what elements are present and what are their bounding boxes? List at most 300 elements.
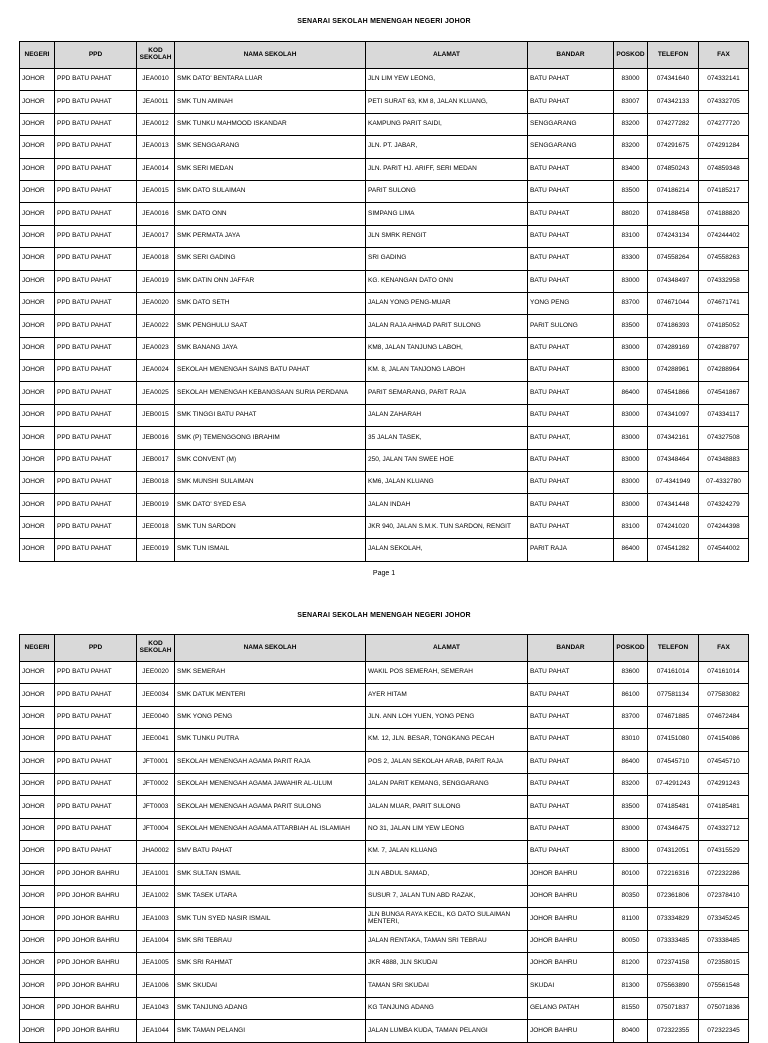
cell-telefon: 074671044 <box>648 292 699 314</box>
column-header-kod-sekolah: KOD SEKOLAH <box>137 42 175 69</box>
table-row <box>20 818 749 840</box>
cell-kod-sekolah: JEA0020 <box>137 292 175 314</box>
cell-fax: 074288964 <box>699 360 749 382</box>
table-row <box>20 292 749 314</box>
cell-poskod: 86100 <box>614 684 648 706</box>
page-title: SENARAI SEKOLAH MENENGAH NEGERI JOHOR <box>297 18 471 25</box>
cell-poskod: 88020 <box>614 203 648 225</box>
cell-kod-sekolah: JEA0022 <box>137 315 175 337</box>
table-row <box>20 997 749 1019</box>
cell-fax: 074188820 <box>699 203 749 225</box>
cell-nama-sekolah: SMK DATO SETH <box>175 292 366 314</box>
cell-poskod: 83700 <box>614 292 648 314</box>
cell-negeri: JOHOR <box>20 136 55 158</box>
schools-table-page-1 <box>19 41 749 562</box>
cell-ppd: PPD BATU PAHAT <box>55 180 137 202</box>
column-header-negeri: NEGERI <box>20 42 55 69</box>
cell-alamat: PETI SURAT 63, KM 8, JALAN KLUANG, <box>366 91 528 113</box>
cell-poskod: 83500 <box>614 796 648 818</box>
cell-kod-sekolah: JFT0004 <box>137 818 175 840</box>
table-row <box>20 751 749 773</box>
cell-poskod: 83000 <box>614 472 648 494</box>
table-row <box>20 662 749 684</box>
cell-telefon: 074151080 <box>648 729 699 751</box>
cell-fax: 072378410 <box>699 885 749 907</box>
table-row <box>20 729 749 751</box>
table-row <box>20 472 749 494</box>
cell-ppd: PPD BATU PAHAT <box>55 91 137 113</box>
table-row <box>20 684 749 706</box>
cell-nama-sekolah: SMK CONVENT (M) <box>175 449 366 471</box>
cell-kod-sekolah: JEA0024 <box>137 360 175 382</box>
cell-telefon: 074161014 <box>648 662 699 684</box>
cell-nama-sekolah: SMK TUN AMINAH <box>175 91 366 113</box>
cell-alamat: SRI GADING <box>366 248 528 270</box>
cell-ppd: PPD BATU PAHAT <box>55 113 137 135</box>
cell-alamat: JKR 4888, JLN SKUDAI <box>366 953 528 975</box>
cell-nama-sekolah: SMK SERI GADING <box>175 248 366 270</box>
table-row <box>20 360 749 382</box>
cell-negeri: JOHOR <box>20 248 55 270</box>
cell-ppd: PPD BATU PAHAT <box>55 427 137 449</box>
cell-alamat: JKR 940, JALAN S.M.K. TUN SARDON, RENGIT <box>366 516 528 538</box>
cell-kod-sekolah: JEA0018 <box>137 248 175 270</box>
cell-bandar: BATU PAHAT <box>528 91 614 113</box>
table-row <box>20 706 749 728</box>
cell-fax: 074348883 <box>699 449 749 471</box>
column-header-poskod: POSKOD <box>614 635 648 662</box>
cell-ppd: PPD BATU PAHAT <box>55 449 137 471</box>
cell-negeri: JOHOR <box>20 684 55 706</box>
cell-ppd: PPD BATU PAHAT <box>55 494 137 516</box>
cell-negeri: JOHOR <box>20 113 55 135</box>
cell-poskod: 83000 <box>614 841 648 863</box>
cell-alamat: KM. 8, JALAN TANJONG LABOH <box>366 360 528 382</box>
cell-negeri: JOHOR <box>20 449 55 471</box>
cell-nama-sekolah: SMK YONG PENG <box>175 706 366 728</box>
cell-poskod: 83000 <box>614 270 648 292</box>
cell-negeri: JOHOR <box>20 796 55 818</box>
cell-bandar: SKUDAI <box>528 975 614 997</box>
cell-negeri: JOHOR <box>20 885 55 907</box>
cell-bandar: PARIT RAJA <box>528 539 614 561</box>
cell-ppd: PPD BATU PAHAT <box>55 684 137 706</box>
cell-negeri: JOHOR <box>20 997 55 1019</box>
cell-poskod: 83000 <box>614 494 648 516</box>
document-page-2 <box>0 600 768 1034</box>
cell-alamat: PARIT SEMARANG, PARIT RAJA <box>366 382 528 404</box>
cell-poskod: 83400 <box>614 158 648 180</box>
cell-kod-sekolah: JEB0018 <box>137 472 175 494</box>
cell-nama-sekolah: SMK TASEK UTARA <box>175 885 366 907</box>
cell-ppd: PPD BATU PAHAT <box>55 203 137 225</box>
cell-ppd: PPD JOHOR BAHRU <box>55 885 137 907</box>
cell-kod-sekolah: JEA0025 <box>137 382 175 404</box>
column-header-poskod: POSKOD <box>614 42 648 69</box>
cell-nama-sekolah: SMK SEMERAH <box>175 662 366 684</box>
cell-poskod: 80400 <box>614 1020 648 1042</box>
cell-nama-sekolah: SEKOLAH MENENGAH KEBANGSAAN SURIA PERDANA <box>175 382 366 404</box>
cell-nama-sekolah: SMK SRI RAHMAT <box>175 953 366 975</box>
table-row <box>20 337 749 359</box>
cell-fax: 074161014 <box>699 662 749 684</box>
cell-fax: 072358015 <box>699 953 749 975</box>
cell-nama-sekolah: SMK TUN ISMAIL <box>175 539 366 561</box>
cell-nama-sekolah: SMK SULTAN ISMAIL <box>175 863 366 885</box>
cell-negeri: JOHOR <box>20 203 55 225</box>
cell-nama-sekolah: SMK TANJUNG ADANG <box>175 997 366 1019</box>
cell-alamat: JALAN ZAHARAH <box>366 404 528 426</box>
cell-alamat: PARIT SULONG <box>366 180 528 202</box>
cell-fax: 074277720 <box>699 113 749 135</box>
cell-negeri: JOHOR <box>20 773 55 795</box>
cell-bandar: BATU PAHAT <box>528 248 614 270</box>
cell-bandar: YONG PENG <box>528 292 614 314</box>
cell-poskod: 81200 <box>614 953 648 975</box>
table-header <box>20 635 749 662</box>
cell-ppd: PPD BATU PAHAT <box>55 315 137 337</box>
cell-alamat: JLN. PARIT HJ. ARIFF, SERI MEDAN <box>366 158 528 180</box>
cell-bandar: BATU PAHAT <box>528 706 614 728</box>
cell-negeri: JOHOR <box>20 930 55 952</box>
cell-nama-sekolah: SMK DATUK MENTERI <box>175 684 366 706</box>
cell-nama-sekolah: SMK PERMATA JAYA <box>175 225 366 247</box>
cell-alamat: JALAN MUAR, PARIT SULONG <box>366 796 528 818</box>
cell-alamat: 35 JALAN TASEK, <box>366 427 528 449</box>
cell-negeri: JOHOR <box>20 91 55 113</box>
cell-alamat: JLN. PT. JABAR, <box>366 136 528 158</box>
column-header-telefon: TELEFON <box>648 635 699 662</box>
cell-ppd: PPD BATU PAHAT <box>55 706 137 728</box>
column-header-fax: FAX <box>699 635 749 662</box>
cell-negeri: JOHOR <box>20 494 55 516</box>
cell-negeri: JOHOR <box>20 975 55 997</box>
cell-negeri: JOHOR <box>20 818 55 840</box>
cell-telefon: 072361806 <box>648 885 699 907</box>
cell-ppd: PPD JOHOR BAHRU <box>55 953 137 975</box>
cell-bandar: BATU PAHAT <box>528 841 614 863</box>
cell-bandar: BATU PAHAT <box>528 662 614 684</box>
cell-kod-sekolah: JEA1043 <box>137 997 175 1019</box>
cell-poskod: 83200 <box>614 136 648 158</box>
cell-kod-sekolah: JEB0015 <box>137 404 175 426</box>
cell-poskod: 83000 <box>614 449 648 471</box>
cell-fax: 074324279 <box>699 494 749 516</box>
cell-bandar: JOHOR BAHRU <box>528 908 614 930</box>
cell-ppd: PPD BATU PAHAT <box>55 751 137 773</box>
cell-negeri: JOHOR <box>20 472 55 494</box>
table-row <box>20 382 749 404</box>
cell-fax: 074332141 <box>699 69 749 91</box>
cell-ppd: PPD BATU PAHAT <box>55 382 137 404</box>
cell-kod-sekolah: JEA1005 <box>137 953 175 975</box>
cell-poskod: 83000 <box>614 427 648 449</box>
cell-poskod: 86400 <box>614 539 648 561</box>
cell-bandar: JOHOR BAHRU <box>528 953 614 975</box>
cell-alamat: KM8, JALAN TANJUNG LABOH, <box>366 337 528 359</box>
cell-telefon: 074341640 <box>648 69 699 91</box>
cell-fax: 074244398 <box>699 516 749 538</box>
cell-bandar: BATU PAHAT <box>528 270 614 292</box>
cell-ppd: PPD BATU PAHAT <box>55 773 137 795</box>
cell-fax: 074244402 <box>699 225 749 247</box>
page-title: SENARAI SEKOLAH MENENGAH NEGERI JOHOR <box>297 612 471 619</box>
cell-fax: 073338485 <box>699 930 749 952</box>
cell-bandar: BATU PAHAT <box>528 494 614 516</box>
cell-poskod: 83600 <box>614 662 648 684</box>
cell-kod-sekolah: JEA0012 <box>137 113 175 135</box>
cell-telefon: 074312051 <box>648 841 699 863</box>
cell-nama-sekolah: SMK SRI TEBRAU <box>175 930 366 952</box>
cell-kod-sekolah: JFT0001 <box>137 751 175 773</box>
cell-kod-sekolah: JEA1044 <box>137 1020 175 1042</box>
cell-ppd: PPD BATU PAHAT <box>55 337 137 359</box>
column-header-bandar: BANDAR <box>528 42 614 69</box>
cell-fax: 074332712 <box>699 818 749 840</box>
cell-fax: 07-4332780 <box>699 472 749 494</box>
cell-bandar: SENGGARANG <box>528 113 614 135</box>
cell-bandar: BATU PAHAT <box>528 751 614 773</box>
cell-telefon: 074185481 <box>648 796 699 818</box>
cell-alamat: SUSUR 7, JALAN TUN ABD RAZAK, <box>366 885 528 907</box>
column-header-alamat: ALAMAT <box>366 635 528 662</box>
cell-negeri: JOHOR <box>20 382 55 404</box>
column-header-negeri: NEGERI <box>20 635 55 662</box>
column-header-fax: FAX <box>699 42 749 69</box>
cell-nama-sekolah: SMK TUNKU MAHMOOD ISKANDAR <box>175 113 366 135</box>
cell-nama-sekolah: SMK SENGGARANG <box>175 136 366 158</box>
cell-bandar: BATU PAHAT <box>528 203 614 225</box>
cell-bandar: SENGGARANG <box>528 136 614 158</box>
cell-kod-sekolah: JEA0019 <box>137 270 175 292</box>
cell-negeri: JOHOR <box>20 841 55 863</box>
cell-bandar: BATU PAHAT <box>528 773 614 795</box>
cell-fax: 074185052 <box>699 315 749 337</box>
cell-kod-sekolah: JEA1001 <box>137 863 175 885</box>
cell-nama-sekolah: SMK DATO' SYED ESA <box>175 494 366 516</box>
column-header-telefon: TELEFON <box>648 42 699 69</box>
table-row <box>20 136 749 158</box>
cell-negeri: JOHOR <box>20 908 55 930</box>
cell-bandar: BATU PAHAT <box>528 69 614 91</box>
cell-kod-sekolah: JEA0011 <box>137 91 175 113</box>
cell-ppd: PPD JOHOR BAHRU <box>55 1020 137 1042</box>
cell-alamat: JLN. ANN LOH YUEN, YONG PENG <box>366 706 528 728</box>
cell-nama-sekolah: SEKOLAH MENENGAH SAINS BATU PAHAT <box>175 360 366 382</box>
cell-bandar: BATU PAHAT <box>528 684 614 706</box>
cell-kod-sekolah: JEE0034 <box>137 684 175 706</box>
cell-telefon: 074545710 <box>648 751 699 773</box>
cell-telefon: 074341097 <box>648 404 699 426</box>
cell-negeri: JOHOR <box>20 863 55 885</box>
cell-negeri: JOHOR <box>20 270 55 292</box>
cell-alamat: JALAN LUMBA KUDA, TAMAN PELANGI <box>366 1020 528 1042</box>
cell-fax: 074545710 <box>699 751 749 773</box>
cell-kod-sekolah: JEA1003 <box>137 908 175 930</box>
cell-kod-sekolah: JEA1002 <box>137 885 175 907</box>
cell-poskod: 83000 <box>614 337 648 359</box>
cell-bandar: BATU PAHAT <box>528 337 614 359</box>
cell-kod-sekolah: JEA0016 <box>137 203 175 225</box>
cell-telefon: 072216316 <box>648 863 699 885</box>
cell-ppd: PPD JOHOR BAHRU <box>55 863 137 885</box>
cell-telefon: 074277282 <box>648 113 699 135</box>
cell-fax: 075071836 <box>699 997 749 1019</box>
column-header-nama-sekolah: NAMA SEKOLAH <box>175 635 366 662</box>
cell-negeri: JOHOR <box>20 337 55 359</box>
cell-nama-sekolah: SMK PENGHULU SAAT <box>175 315 366 337</box>
cell-fax: 074558263 <box>699 248 749 270</box>
cell-alamat: KM. 12, JLN. BESAR, TONGKANG PECAH <box>366 729 528 751</box>
table-row <box>20 885 749 907</box>
cell-ppd: PPD BATU PAHAT <box>55 472 137 494</box>
cell-telefon: 075563890 <box>648 975 699 997</box>
cell-kod-sekolah: JEB0016 <box>137 427 175 449</box>
cell-poskod: 83000 <box>614 404 648 426</box>
cell-poskod: 83500 <box>614 315 648 337</box>
table-row <box>20 315 749 337</box>
cell-fax: 077583082 <box>699 684 749 706</box>
cell-poskod: 83700 <box>614 706 648 728</box>
cell-nama-sekolah: SMK TUN SARDON <box>175 516 366 538</box>
cell-telefon: 074541866 <box>648 382 699 404</box>
cell-alamat: KM. 7, JALAN KLUANG <box>366 841 528 863</box>
cell-telefon: 074671885 <box>648 706 699 728</box>
cell-nama-sekolah: SEKOLAH MENENGAH AGAMA ATTARBIAH AL ISLAMIAH <box>175 818 366 840</box>
cell-telefon: 074291675 <box>648 136 699 158</box>
table-row <box>20 841 749 863</box>
cell-nama-sekolah: SMK DATO SULAIMAN <box>175 180 366 202</box>
table-row <box>20 930 749 952</box>
cell-nama-sekolah: SEKOLAH MENENGAH AGAMA JAWAHIR AL-ULUM <box>175 773 366 795</box>
cell-telefon: 074243134 <box>648 225 699 247</box>
cell-telefon: 074241020 <box>648 516 699 538</box>
cell-telefon: 074342133 <box>648 91 699 113</box>
table-row <box>20 404 749 426</box>
cell-alamat: JALAN RAJA AHMAD PARIT SULONG <box>366 315 528 337</box>
cell-ppd: PPD JOHOR BAHRU <box>55 930 137 952</box>
cell-poskod: 83010 <box>614 729 648 751</box>
cell-ppd: PPD BATU PAHAT <box>55 136 137 158</box>
cell-nama-sekolah: SMK DATIN ONN JAFFAR <box>175 270 366 292</box>
cell-bandar: JOHOR BAHRU <box>528 1020 614 1042</box>
cell-bandar: GELANG PATAH <box>528 997 614 1019</box>
cell-poskod: 83200 <box>614 113 648 135</box>
cell-fax: 074672484 <box>699 706 749 728</box>
cell-bandar: BATU PAHAT, <box>528 427 614 449</box>
cell-negeri: JOHOR <box>20 706 55 728</box>
cell-nama-sekolah: SMK DATO ONN <box>175 203 366 225</box>
cell-bandar: BATU PAHAT <box>528 818 614 840</box>
cell-alamat: AYER HITAM <box>366 684 528 706</box>
cell-poskod: 80100 <box>614 863 648 885</box>
cell-negeri: JOHOR <box>20 315 55 337</box>
cell-bandar: BATU PAHAT <box>528 225 614 247</box>
table-row <box>20 270 749 292</box>
cell-alamat: KG. KENANGAN DATO ONN <box>366 270 528 292</box>
column-header-ppd: PPD <box>55 42 137 69</box>
table-row <box>20 449 749 471</box>
cell-negeri: JOHOR <box>20 69 55 91</box>
cell-alamat: JALAN SEKOLAH, <box>366 539 528 561</box>
cell-negeri: JOHOR <box>20 953 55 975</box>
cell-negeri: JOHOR <box>20 360 55 382</box>
table-body <box>20 662 749 1043</box>
cell-negeri: JOHOR <box>20 180 55 202</box>
table-row <box>20 225 749 247</box>
cell-fax: 074334117 <box>699 404 749 426</box>
cell-bandar: BATU PAHAT <box>528 796 614 818</box>
cell-nama-sekolah: SMK DATO' BENTARA LUAR <box>175 69 366 91</box>
cell-alamat: JALAN RENTAKA, TAMAN SRI TEBRAU <box>366 930 528 952</box>
cell-telefon: 075071837 <box>648 997 699 1019</box>
cell-poskod: 83000 <box>614 818 648 840</box>
cell-kod-sekolah: JEE0018 <box>137 516 175 538</box>
cell-fax: 074332958 <box>699 270 749 292</box>
cell-poskod: 81300 <box>614 975 648 997</box>
table-row <box>20 796 749 818</box>
cell-ppd: PPD BATU PAHAT <box>55 270 137 292</box>
cell-alamat: JLN BUNGA RAYA KECIL, KG DATO SULAIMAN MENTERI, <box>366 908 528 930</box>
cell-poskod: 80350 <box>614 885 648 907</box>
cell-fax: 074154086 <box>699 729 749 751</box>
cell-bandar: BATU PAHAT <box>528 158 614 180</box>
cell-telefon: 077581134 <box>648 684 699 706</box>
table-row <box>20 203 749 225</box>
cell-kod-sekolah: JHA0002 <box>137 841 175 863</box>
table-row <box>20 539 749 561</box>
schools-table-page-2 <box>19 634 749 1043</box>
cell-kod-sekolah: JEB0019 <box>137 494 175 516</box>
cell-nama-sekolah: SMK BANANG JAYA <box>175 337 366 359</box>
cell-ppd: PPD BATU PAHAT <box>55 292 137 314</box>
cell-nama-sekolah: SEKOLAH MENENGAH AGAMA PARIT RAJA <box>175 751 366 773</box>
cell-poskod: 81550 <box>614 997 648 1019</box>
cell-kod-sekolah: JEA0017 <box>137 225 175 247</box>
cell-bandar: JOHOR BAHRU <box>528 885 614 907</box>
table-row <box>20 516 749 538</box>
cell-poskod: 86400 <box>614 382 648 404</box>
cell-poskod: 80050 <box>614 930 648 952</box>
cell-negeri: JOHOR <box>20 1020 55 1042</box>
table-row <box>20 975 749 997</box>
cell-ppd: PPD BATU PAHAT <box>55 796 137 818</box>
cell-ppd: PPD BATU PAHAT <box>55 69 137 91</box>
cell-ppd: PPD BATU PAHAT <box>55 248 137 270</box>
cell-alamat: JLN ABDUL SAMAD, <box>366 863 528 885</box>
page-number: Page 1 <box>372 570 396 577</box>
cell-nama-sekolah: SMK TAMAN PELANGI <box>175 1020 366 1042</box>
cell-negeri: JOHOR <box>20 225 55 247</box>
cell-bandar: BATU PAHAT <box>528 729 614 751</box>
cell-poskod: 83100 <box>614 516 648 538</box>
cell-telefon: 074850243 <box>648 158 699 180</box>
cell-negeri: JOHOR <box>20 516 55 538</box>
table-row <box>20 863 749 885</box>
cell-bandar: BATU PAHAT <box>528 382 614 404</box>
cell-kod-sekolah: JFT0002 <box>137 773 175 795</box>
cell-ppd: PPD BATU PAHAT <box>55 539 137 561</box>
table-row <box>20 113 749 135</box>
cell-telefon: 074289169 <box>648 337 699 359</box>
cell-fax: 074288797 <box>699 337 749 359</box>
cell-kod-sekolah: JEA0015 <box>137 180 175 202</box>
cell-bandar: PARIT SULONG <box>528 315 614 337</box>
cell-poskod: 83007 <box>614 91 648 113</box>
cell-kod-sekolah: JEB0017 <box>137 449 175 471</box>
cell-telefon: 074348497 <box>648 270 699 292</box>
cell-negeri: JOHOR <box>20 751 55 773</box>
